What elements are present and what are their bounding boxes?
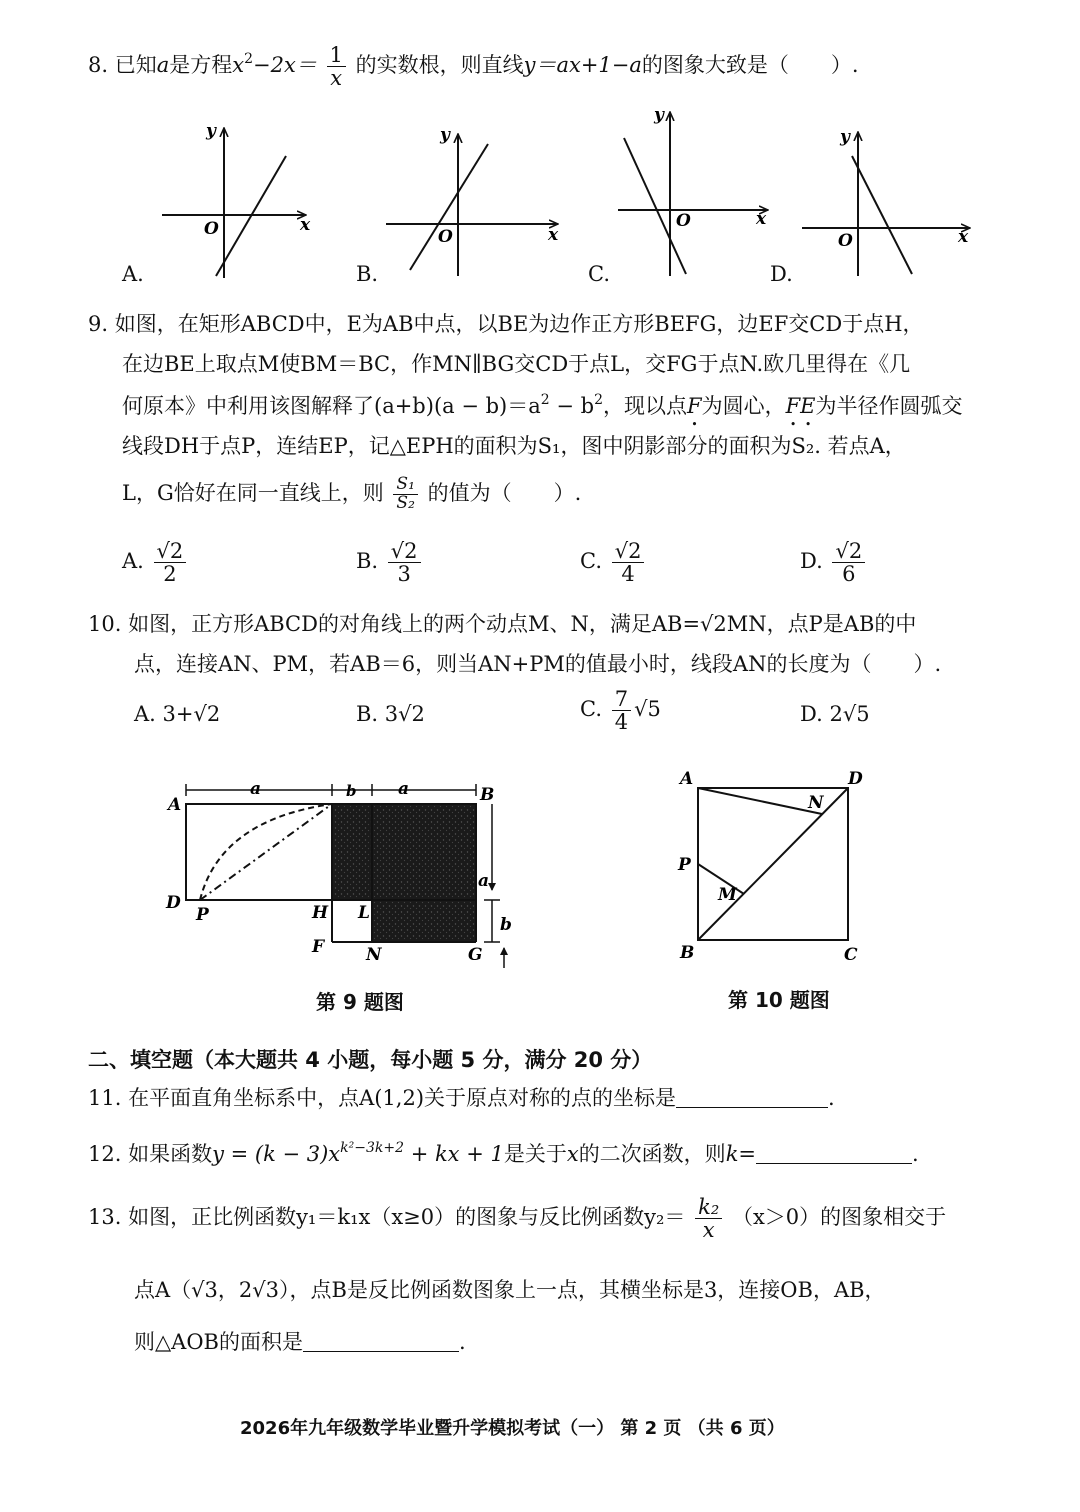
fig10-segment-an [698, 788, 822, 814]
q8b-x-label: x [548, 225, 559, 245]
q9-option-a: A. $\frac{√2}{2}$ [122, 540, 189, 585]
fig9-label-a3: a [478, 871, 490, 891]
fig9-label-A: A [168, 795, 182, 815]
page-footer: 2026年九年级数学毕业暨升学模拟考试（一） 第 2 页 （共 6 页） [240, 1418, 785, 1439]
q8-stem: 8. 已知a是方程$x^2-2x=$ $\frac{1}{x}$ 的实数根，则直线y＝ax+1−a的图象大致是（ ）. [88, 43, 859, 91]
q9-option-b: B. $\frac{√2}{3}$ [356, 540, 424, 585]
q9-line-3: 何原本》中利用该图解释了$(a+b)(a - b)=a^2 - b^2$，现以点F为圆心，FE为半径作圆弧交 [122, 392, 963, 418]
q8c-origin: O [676, 211, 691, 231]
fig9-label-F: F [312, 937, 325, 957]
q11: 11. 在平面直角坐标系中，点A(1,2)关于原点对称的点的坐标是 . [88, 1086, 835, 1110]
section-2-heading: 二、填空题（本大题共 4 小题，每小题 5 分，满分 20 分） [88, 1048, 653, 1072]
fig9-label-H: H [312, 903, 329, 923]
fig9-label-b2: b [500, 915, 512, 935]
fig9-label-N: N [366, 945, 382, 965]
q8-graphs [0, 100, 1080, 300]
q8-graph-b [386, 125, 559, 276]
q9-line-2: 在边BE上取点M使BM＝BC，作MN∥BG交CD于点L，交FG于点N.欧几里得在《几 [122, 352, 911, 376]
q9-line-5: L，G恰好在同一直线上，则 $\frac{\text{S₁}}{\text{S₂}}$ 的值为（ ）. [122, 474, 582, 513]
q8d-x-label: x [958, 227, 969, 247]
fig10-label-C: C [844, 945, 858, 965]
fig10-label-M: M [718, 885, 737, 905]
q9-line-1: 9. 如图，在矩形ABCD中，E为AB中点，以BE为边作正方形BEFG，边EF交CD于点H， [88, 312, 924, 336]
q8-option-a-label: A. [122, 262, 144, 286]
fig9-label-b1: b [346, 782, 357, 800]
q13-line-1: 13. 如图，正比例函数y₁＝k₁x（x≥0）的图象与反比例函数y₂＝ $\frac{\text{k₂}}{x}$ （x＞0）的图象相交于 [88, 1195, 947, 1243]
q8d-y-label: y [840, 127, 850, 147]
q13-answer-blank[interactable] [303, 1333, 459, 1352]
q9-option-d: D. $\frac{√2}{6}$ [800, 540, 868, 585]
q9-line-4: 线段DH于点P，连结EP，记△EPH的面积为S₁，图中阴影部分的面积为S₂. 若点A， [122, 434, 906, 458]
q8a-y-label: y [206, 121, 216, 141]
fig9-label-L: L [358, 903, 370, 923]
q8-graph-d [802, 127, 970, 276]
q8-option-b-label: B. [356, 262, 379, 286]
figure-9 [160, 772, 540, 992]
q8-option-d-label: D. [770, 262, 793, 286]
fig9-ep-line [200, 804, 332, 900]
fig10-label-B: B [680, 943, 695, 963]
figure-10 [672, 766, 872, 966]
q10-option-c: C. $\frac{7}{4}$ √5 [580, 687, 661, 735]
q8a-origin: O [204, 219, 219, 239]
q10-line-1: 10. 如图，正方形ABCD的对角线上的两个动点M、N，满足AB=√2MN，点P是AB的中 [88, 612, 917, 636]
fig10-label-D: D [848, 769, 863, 789]
q10-line-2: 点，连接AN、PM，若AB＝6，则当AN+PM的值最小时，线段AN的长度为（ ）. [134, 652, 942, 676]
fig9-label-B: B [480, 785, 495, 805]
q9-ratio: $\frac{\text{S₁}}{\text{S₂}}$ [393, 476, 417, 513]
fig9-label-D: D [166, 893, 181, 913]
q9-option-c: C. $\frac{√2}{4}$ [580, 540, 647, 585]
q8c-y-label: y [654, 105, 664, 125]
fig9-label-P: P [196, 905, 209, 925]
q8-option-c-label: C. [588, 262, 610, 286]
q8-fraction: $\frac{1}{x}$ [327, 44, 346, 89]
fig9-label-a1: a [250, 779, 262, 799]
q10-option-b: B. 3√2 [356, 702, 425, 726]
fig10-label-P: P [678, 855, 691, 875]
fig9-label-a2: a [398, 779, 410, 799]
q13-line-3: 则△AOB的面积是 . [134, 1330, 466, 1354]
fig10-diagonal-bd [698, 788, 848, 940]
fig10-caption: 第 10 题图 [728, 988, 830, 1012]
q8d-origin: O [838, 231, 853, 251]
q8-graph-a [162, 121, 311, 278]
q8b-origin: O [438, 227, 453, 247]
q8a-x-label: x [300, 215, 311, 235]
q8-graph-c [618, 105, 768, 276]
q13-fraction: $\frac{\text{k₂}}{x}$ [695, 1196, 722, 1241]
fig10-label-N: N [808, 793, 824, 813]
q10-option-d: D. 2√5 [800, 702, 870, 726]
q10-option-a: A. 3+√2 [134, 702, 221, 726]
q11-answer-blank[interactable] [676, 1089, 828, 1108]
q12-answer-blank[interactable] [756, 1145, 912, 1164]
fig10-label-A: A [680, 769, 694, 789]
q8c-x-label: x [756, 209, 767, 229]
q8b-y-label: y [440, 125, 450, 145]
fig9-label-G: G [468, 945, 483, 965]
q12: 12. 如果函数$y = (k - 3)x^{k^2-3k+2}$ + kx + 1是关于x的二次函数，则k= . [88, 1140, 919, 1166]
fig9-caption: 第 9 题图 [316, 990, 404, 1014]
fig9-shaded-top [332, 804, 476, 900]
fig9-shaded-bottom [372, 900, 476, 942]
q13-line-2: 点A（√3，2√3），点B是反比例函数图象上一点，其横坐标是3，连接OB，AB， [134, 1278, 886, 1302]
